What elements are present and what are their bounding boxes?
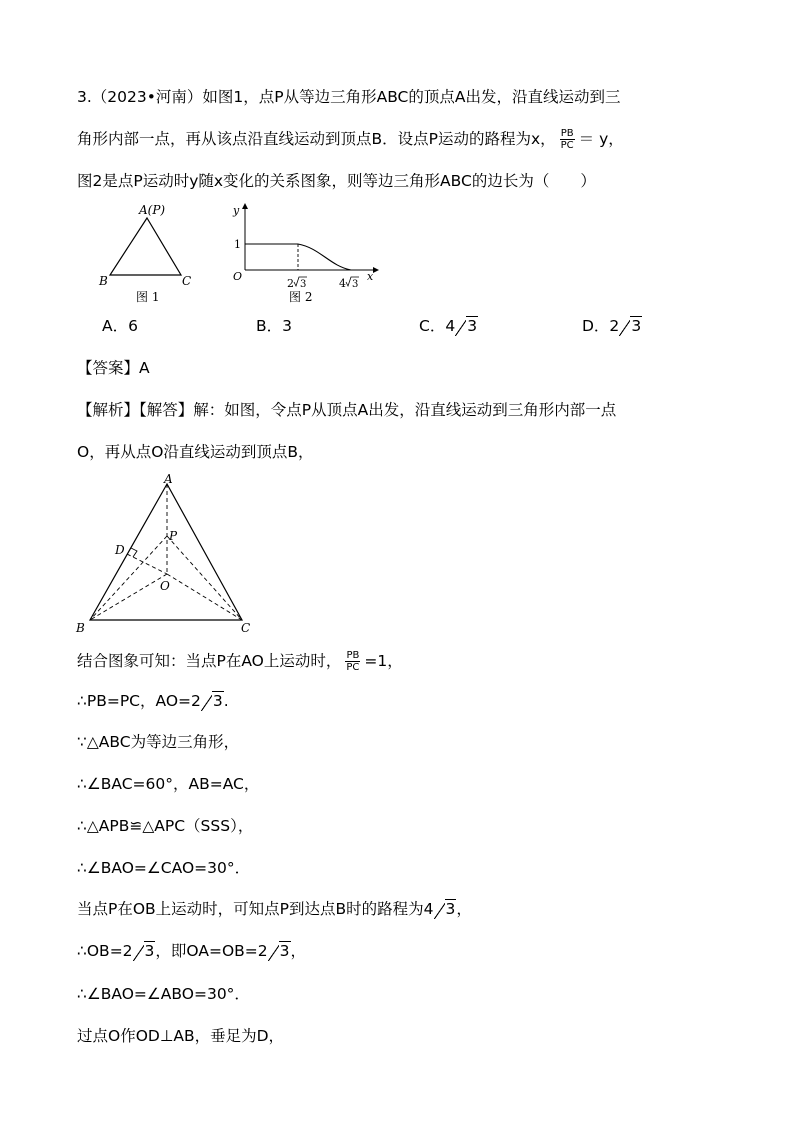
figure-1-svg — [96, 200, 206, 310]
option-c — [419, 315, 478, 337]
step8-radicand-2: 3 — [279, 942, 290, 960]
step8-radicand-1: 3 — [144, 942, 155, 960]
option-d — [582, 315, 642, 337]
y-axis-label: y — [233, 204, 240, 217]
option-a — [102, 315, 138, 337]
question-line-1 — [77, 86, 620, 108]
figure-2-svg — [225, 200, 385, 310]
solution-step-2 — [77, 690, 229, 712]
step1-fraction-numerator: PB — [346, 650, 360, 661]
solution-line-2 — [77, 441, 314, 463]
x-tick-1-coef: 2 — [287, 277, 294, 290]
triangle-abc-large — [90, 484, 242, 620]
step10-text: 过点O作OD⊥AB，垂足为D， — [77, 1027, 285, 1045]
step8-text-b: ， — [290, 942, 307, 960]
step1-fraction — [345, 650, 360, 673]
option-c-text: C．4 — [419, 317, 456, 335]
segment-pc — [167, 536, 242, 620]
step3-text: ∵△ABC为等边三角形， — [77, 733, 240, 751]
step4-text: ∴∠BAC=60°，AB=AC， — [77, 775, 260, 793]
step2-radicand: 3 — [212, 692, 223, 710]
solution-line-1 — [77, 399, 616, 421]
x-axis-label: x — [367, 270, 374, 283]
step7-radicand: 3 — [445, 900, 456, 918]
step2-text-b: . — [223, 692, 229, 710]
option-d-radicand: 3 — [631, 317, 642, 335]
figure-2-graph — [225, 200, 385, 310]
fig3-label-o: O — [160, 579, 170, 593]
y-tick-1: 1 — [234, 238, 241, 251]
solution-step-3 — [77, 731, 239, 753]
fig3-label-c: C — [241, 621, 251, 635]
solution-step-10 — [77, 1025, 284, 1047]
question-text-2b: ＝ y， — [578, 130, 624, 148]
figure-2-caption: 图 2 — [289, 290, 313, 304]
y-axis-arrow-icon — [242, 203, 248, 209]
step8-sqrt-2 — [268, 940, 291, 962]
figure-3-triangle-construction — [72, 470, 262, 638]
step8-text-a: ∴OB=2 — [77, 942, 133, 960]
option-d-sqrt — [619, 315, 642, 337]
fraction-numerator: PB — [560, 128, 574, 139]
graph-decreasing-curve — [298, 244, 351, 270]
segment-ob — [90, 574, 167, 620]
x-tick-2-radicand: 3 — [352, 279, 359, 290]
question-text-3: 图2是点P运动时y随x变化的关系图象，则等边三角形ABC的边长为（ ） — [77, 172, 596, 190]
step1-text-b: =1， — [364, 652, 403, 670]
x-axis-arrow-icon — [373, 267, 379, 273]
step7-text-b: ， — [456, 900, 472, 918]
x-tick-2-coef: 4 — [339, 277, 346, 290]
segment-oc — [167, 574, 242, 620]
step7-text-a: 当点P在OB上运动时，可知点P到达点B时的路程为4 — [77, 900, 434, 918]
step1-text-a: 结合图象可知：当点P在AO上运动时， — [77, 652, 342, 670]
solution-text-1: 【解析】【解答】解：如图，令点P从顶点A出发，沿直线运动到三角形内部一点 — [77, 401, 617, 419]
answer-line — [77, 357, 150, 379]
step5-text: ∴△APB≌△APC（SSS）， — [77, 817, 254, 835]
solution-step-4 — [77, 773, 259, 795]
x-tick-1-radicand: 3 — [300, 279, 307, 290]
solution-step-6 — [77, 857, 250, 879]
step2-sqrt — [201, 690, 224, 712]
solution-step-9 — [77, 983, 250, 1005]
step2-text-a: ∴PB=PC，AO=2 — [77, 692, 201, 710]
answer-text: 【答案】A — [77, 359, 150, 377]
option-b — [256, 315, 292, 337]
option-d-text: D．2 — [582, 317, 620, 335]
solution-step-8 — [77, 940, 306, 962]
figure-3-svg — [72, 470, 262, 638]
question-text-2a: 角形内部一点，再从该点沿直线运动到顶点B．设点P运动的路程为x， — [77, 130, 556, 148]
fraction-denominator: PC — [560, 140, 574, 151]
solution-step-5 — [77, 815, 253, 837]
solution-text-2: O，再从点O沿直线运动到顶点B， — [77, 443, 314, 461]
label-a-p: A(P) — [139, 203, 166, 217]
step9-text: ∴∠BAO=∠ABO=30°． — [77, 985, 250, 1003]
segment-pb — [90, 536, 167, 620]
step7-sqrt — [434, 898, 457, 920]
fig3-label-p: P — [169, 529, 178, 543]
figure-1-triangle — [96, 200, 206, 310]
step1-fraction-denominator: PC — [346, 662, 360, 673]
label-b: B — [99, 274, 108, 288]
step8-text-mid: ，即OA=OB=2 — [155, 942, 268, 960]
fig3-label-d: D — [115, 543, 125, 557]
question-line-3 — [77, 170, 596, 192]
option-c-sqrt — [455, 315, 478, 337]
figure-1-caption: 图 1 — [136, 290, 160, 304]
triangle-abc — [110, 218, 181, 275]
option-c-radicand: 3 — [467, 317, 478, 335]
pb-over-pc-fraction — [560, 128, 575, 151]
label-c: C — [182, 274, 192, 288]
question-text-1: 3.（2023•河南）如图1，点P从等边三角形ABC的顶点A出发，沿直线运动到三 — [77, 88, 621, 106]
fig3-label-a: A — [164, 472, 173, 486]
origin-label: O — [233, 270, 243, 283]
option-b-text: B．3 — [256, 317, 292, 335]
solution-step-7 — [77, 898, 472, 920]
step8-sqrt-1 — [133, 940, 156, 962]
step6-text: ∴∠BAO=∠CAO=30°． — [77, 859, 251, 877]
solution-step-1 — [77, 650, 403, 673]
right-angle-marker — [131, 548, 137, 557]
option-a-text: A．6 — [102, 317, 138, 335]
question-line-2 — [77, 128, 624, 151]
fig3-label-b: B — [76, 621, 85, 635]
